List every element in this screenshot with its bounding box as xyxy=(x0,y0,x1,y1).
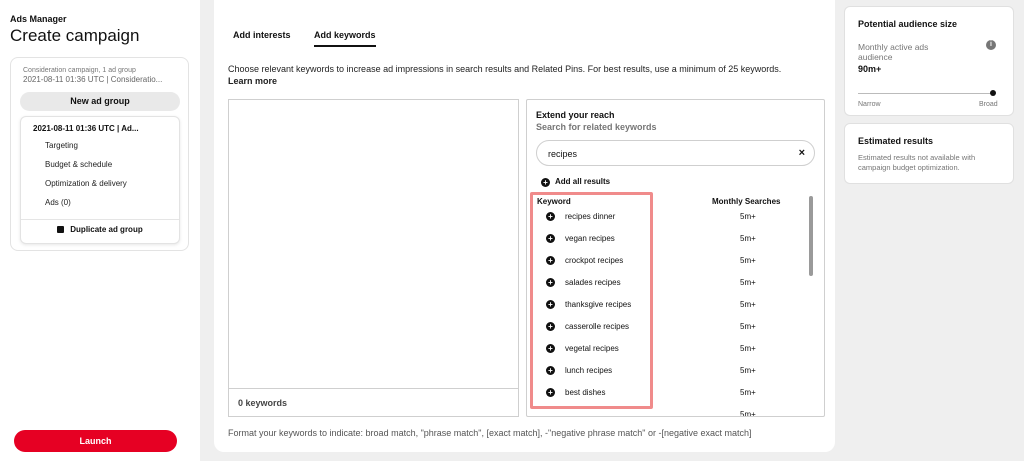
monthly-searches: 5m+ xyxy=(740,278,756,287)
slider-label-narrow: Narrow xyxy=(858,101,881,108)
campaign-name: 2021-08-11 01:36 UTC | Consideratio... xyxy=(23,75,163,84)
keyword-result-row[interactable] xyxy=(527,250,807,272)
info-icon[interactable]: i xyxy=(986,40,996,50)
plus-circle-icon[interactable]: + xyxy=(546,256,555,265)
keyword-result-row[interactable] xyxy=(527,228,807,250)
keyword-name: salades recipes xyxy=(565,278,621,287)
audience-title: Potential audience size xyxy=(858,19,958,29)
plus-circle-icon[interactable]: + xyxy=(546,322,555,331)
plus-circle-icon[interactable]: + xyxy=(546,278,555,287)
plus-circle-icon[interactable]: + xyxy=(546,212,555,221)
monthly-searches: 5m+ xyxy=(740,322,756,331)
keyword-name: casserolle recipes xyxy=(565,322,630,331)
monthly-searches: 5m+ xyxy=(740,300,756,309)
plus-circle-icon[interactable]: + xyxy=(546,300,555,309)
audience-slider-knob xyxy=(990,90,996,96)
keyword-search-input[interactable] xyxy=(536,140,815,166)
column-header-keyword: Keyword xyxy=(537,197,571,206)
app-name: Ads Manager xyxy=(10,14,67,24)
keyword-count: 0 keywords xyxy=(238,398,288,408)
tab-add-interests[interactable]: Add interests xyxy=(233,30,291,40)
instructions-text: Choose relevant keywords to increase ad impressions in search results and Related Pins. For best results, use a minimum of 25 keywords. xyxy=(228,64,782,74)
ad-group-card[interactable] xyxy=(20,116,180,244)
extend-reach-panel xyxy=(526,99,825,417)
ad-group-title[interactable]: 2021-08-11 01:36 UTC | Ad... xyxy=(33,124,139,133)
plus-circle-icon[interactable]: + xyxy=(546,366,555,375)
estimated-title: Estimated results xyxy=(858,136,934,146)
duplicate-label: Duplicate ad group xyxy=(70,225,143,234)
campaign-summary: Consideration campaign, 1 ad group xyxy=(23,67,136,74)
plus-circle-icon[interactable]: + xyxy=(546,388,555,397)
keyword-name: crockpot recipes xyxy=(565,256,624,265)
plus-circle-icon[interactable]: + xyxy=(546,234,555,243)
keyword-result-row[interactable] xyxy=(527,338,807,360)
monthly-searches: 5m+ xyxy=(740,388,756,397)
monthly-searches: 5m+ xyxy=(740,212,756,221)
duplicate-ad-group-button[interactable] xyxy=(21,225,179,234)
launch-button[interactable]: Launch xyxy=(14,430,177,452)
plus-circle-icon[interactable]: + xyxy=(546,344,555,353)
monthly-searches: 5m+ xyxy=(740,234,756,243)
audience-slider-track xyxy=(858,93,994,94)
main-panel xyxy=(214,0,835,452)
monthly-searches: 5m+ xyxy=(740,256,756,265)
column-header-monthly-searches: Monthly Searches xyxy=(712,197,781,206)
divider xyxy=(229,388,518,389)
keyword-result-row[interactable] xyxy=(527,316,807,338)
keyword-name: best dishes xyxy=(565,388,606,397)
monthly-searches: 5m+ xyxy=(740,344,756,353)
nav-item-budget-schedule[interactable]: Budget & schedule xyxy=(45,160,113,169)
audience-value: 90m+ xyxy=(858,64,882,74)
keyword-result-row[interactable] xyxy=(527,294,807,316)
add-all-label: Add all results xyxy=(555,177,611,186)
keyword-name: recipes dinner xyxy=(565,212,616,221)
plus-circle-icon: + xyxy=(541,178,550,187)
audience-size-card xyxy=(844,6,1014,116)
extend-subtitle: Search for related keywords xyxy=(536,122,657,132)
instructions xyxy=(228,63,798,87)
slider-label-broad: Broad xyxy=(979,101,998,108)
page-title: Create campaign xyxy=(10,26,140,45)
nav-item-targeting[interactable]: Targeting xyxy=(45,141,78,150)
monthly-searches: 5m+ xyxy=(740,410,756,417)
keyword-name: vegan recipes xyxy=(565,234,615,243)
results-scrollbar[interactable] xyxy=(809,196,813,276)
keyword-name: lunch recipes xyxy=(565,366,613,375)
search-value: recipes xyxy=(548,149,578,159)
keyword-result-row[interactable] xyxy=(527,206,807,228)
divider xyxy=(21,219,179,220)
audience-label: Monthly active ads audience xyxy=(858,42,929,62)
left-sidebar xyxy=(0,0,200,461)
keyword-name: vegetal recipes xyxy=(565,344,619,353)
duplicate-icon xyxy=(57,226,64,233)
keyword-result-row[interactable] xyxy=(527,404,807,417)
estimated-results-card xyxy=(844,123,1014,184)
estimated-text: Estimated results not available with campaign budget optimization. xyxy=(858,153,976,172)
keyword-entry-area[interactable] xyxy=(228,99,519,417)
add-all-results-button[interactable] xyxy=(541,177,610,187)
monthly-searches: 5m+ xyxy=(740,366,756,375)
keyword-result-row[interactable] xyxy=(527,360,807,382)
learn-more-link[interactable]: Learn more xyxy=(228,76,278,86)
clear-icon[interactable]: × xyxy=(798,147,805,159)
keyword-result-row[interactable] xyxy=(527,272,807,294)
extend-title: Extend your reach xyxy=(536,110,615,120)
nav-item-optimization-delivery[interactable]: Optimization & delivery xyxy=(45,179,127,188)
keyword-result-row[interactable] xyxy=(527,382,807,404)
new-ad-group-button[interactable]: New ad group xyxy=(20,92,180,111)
keyword-name: thanksgive recipes xyxy=(565,300,632,309)
tab-add-keywords[interactable]: Add keywords xyxy=(314,30,376,47)
format-hint: Format your keywords to indicate: broad match, "phrase match", [exact match], -"negative phrase match" or -[negative exact match] xyxy=(228,428,752,438)
nav-item-ads[interactable]: Ads (0) xyxy=(45,198,71,207)
campaign-card[interactable] xyxy=(10,57,189,251)
